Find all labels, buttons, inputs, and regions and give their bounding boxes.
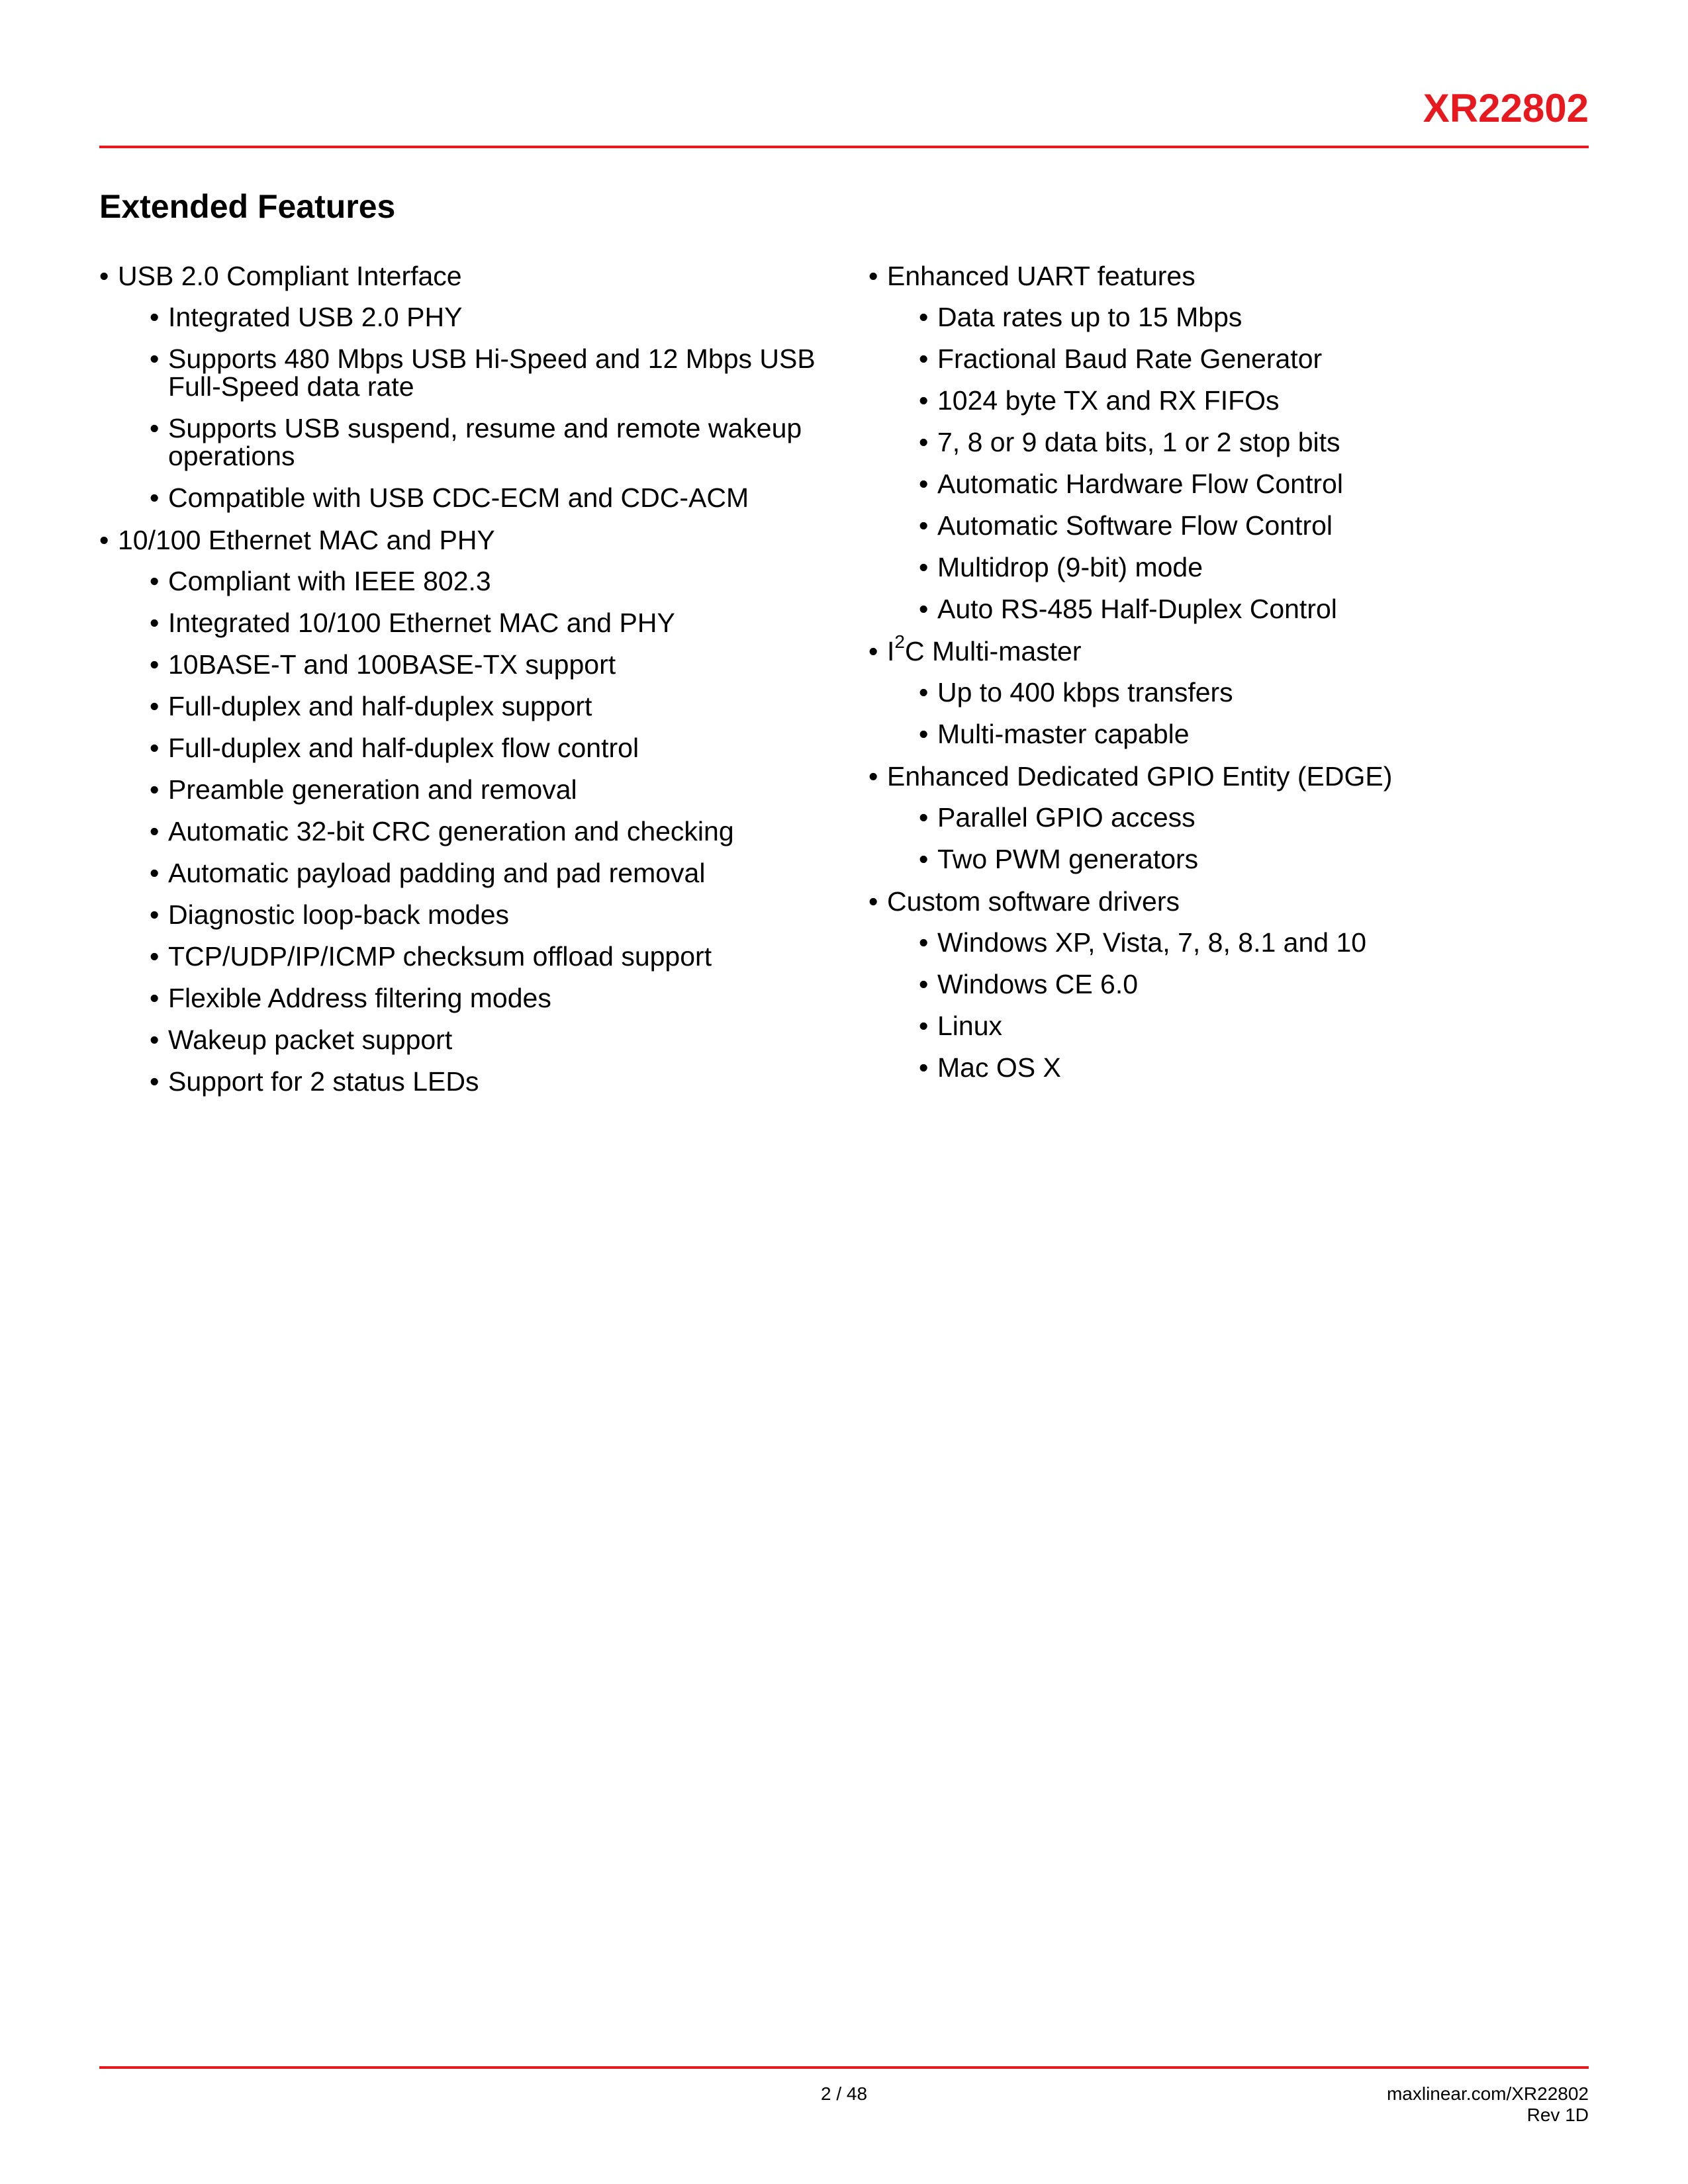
feature-item: • 7, 8 or 9 data bits, 1 or 2 stop bits: [919, 428, 1564, 456]
feature-sublist: [99, 303, 841, 512]
feature-item: • Supports USB suspend, resume and remote wakeup operations: [150, 414, 841, 470]
feature-item: • Full-duplex and half-duplex flow control: [150, 734, 841, 762]
feature-group-drivers: [868, 887, 1564, 1081]
feature-item: • Fractional Baud Rate Generator: [919, 345, 1564, 373]
section-title: Extended Features: [99, 188, 396, 225]
feature-item: • Compliant with IEEE 802.3: [150, 567, 841, 595]
feature-item: • Windows CE 6.0: [919, 970, 1564, 998]
feature-group-usb: [99, 262, 841, 512]
left-feature-column: [99, 262, 841, 1110]
page-number: 2 / 48: [820, 2083, 868, 2104]
feature-item: • Automatic 32-bit CRC generation and checking: [150, 817, 841, 845]
feature-item: • Multidrop (9-bit) mode: [919, 553, 1564, 581]
footer-info: [1387, 2083, 1589, 2126]
feature-item: • Automatic Hardware Flow Control: [919, 470, 1564, 498]
feature-group-label: • Enhanced UART features: [868, 262, 1564, 290]
feature-item: • Auto RS-485 Half-Duplex Control: [919, 595, 1564, 623]
feature-item: • Automatic payload padding and pad removal: [150, 859, 841, 887]
feature-group-ethernet: [99, 526, 841, 1095]
feature-sublist: [99, 567, 841, 1095]
feature-group-label: • 10/100 Ethernet MAC and PHY: [99, 526, 841, 554]
feature-item: • Two PWM generators: [919, 845, 1564, 873]
feature-group-label: [868, 631, 1564, 666]
feature-item: • Parallel GPIO access: [919, 803, 1564, 831]
feature-sublist: [868, 303, 1564, 623]
feature-item: • 1024 byte TX and RX FIFOs: [919, 387, 1564, 414]
feature-sublist: [868, 678, 1564, 748]
footer-revision: Rev 1D: [1526, 2105, 1589, 2125]
feature-item: • Integrated USB 2.0 PHY: [150, 303, 841, 331]
feature-item: • Preamble generation and removal: [150, 776, 841, 803]
feature-item: • Automatic Software Flow Control: [919, 512, 1564, 539]
header-divider: [99, 146, 1589, 148]
feature-group-edge: [868, 762, 1564, 873]
feature-item: • Flexible Address filtering modes: [150, 984, 841, 1012]
feature-item: • Mac OS X: [919, 1054, 1564, 1081]
feature-group-label: • Custom software drivers: [868, 887, 1564, 915]
feature-group-uart: [868, 262, 1564, 623]
feature-item: • Support for 2 status LEDs: [150, 1068, 841, 1095]
feature-group-label: • Enhanced Dedicated GPIO Entity (EDGE): [868, 762, 1564, 790]
feature-sublist: [868, 929, 1564, 1081]
i2c-label-suffix: C Multi-master: [904, 636, 1082, 666]
feature-item: • TCP/UDP/IP/ICMP checksum offload support: [150, 942, 841, 970]
i2c-label-superscript: 2: [894, 631, 905, 653]
feature-item: • Compatible with USB CDC-ECM and CDC-ACM: [150, 484, 841, 512]
feature-item: • Up to 400 kbps transfers: [919, 678, 1564, 706]
footer-url[interactable]: maxlinear.com/XR22802: [1386, 2083, 1589, 2104]
feature-group-label: • USB 2.0 Compliant Interface: [99, 262, 841, 290]
feature-item: • Supports 480 Mbps USB Hi-Speed and 12 Mbps USB Full-Speed data rate: [150, 345, 841, 400]
footer-divider: [99, 2066, 1589, 2069]
feature-item: • Integrated 10/100 Ethernet MAC and PHY: [150, 609, 841, 637]
part-number: XR22802: [1423, 86, 1589, 130]
feature-item: • Data rates up to 15 Mbps: [919, 303, 1564, 331]
feature-item: • Full-duplex and half-duplex support: [150, 692, 841, 720]
feature-group-i2c: [868, 631, 1564, 749]
feature-item: • Windows XP, Vista, 7, 8, 8.1 and 10: [919, 929, 1564, 956]
i2c-label-prefix: I: [887, 636, 895, 666]
feature-item: • Wakeup packet support: [150, 1026, 841, 1054]
feature-item: • Linux: [919, 1012, 1564, 1040]
feature-sublist: [868, 803, 1564, 873]
feature-item: • Diagnostic loop-back modes: [150, 901, 841, 929]
feature-item: • 10BASE-T and 100BASE-TX support: [150, 651, 841, 678]
feature-item: • Multi-master capable: [919, 720, 1564, 748]
right-feature-column: [868, 262, 1564, 1096]
